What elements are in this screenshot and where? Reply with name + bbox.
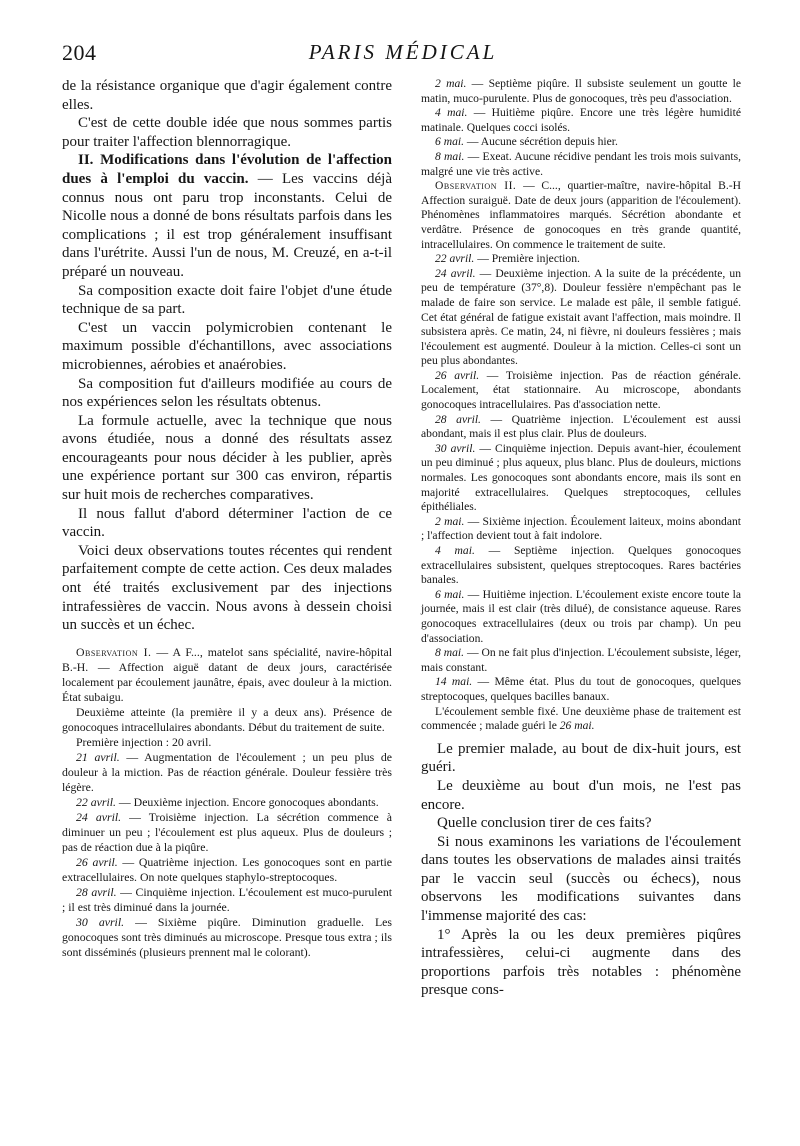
paragraph: Sa composition fut d'ailleurs modifiée au cours de nos expériences selon les résultats obtenus. bbox=[62, 375, 392, 411]
observation-entry: 24 avril. — Deuxième injection. A la suite de la précédente, un peu de température (37°,8). Douleur fessière n'empêchant pas le malade de faire son service. Le malade est pâle, il semble fatigué. Cet état général de fatigue existait avant l'affection, mais moindre. Il subsistera après. Ce matin, 24, ni fièvre, ni douleurs fessières ; mais l'écoulement est augmenté. Douleur à la miction. Celles-ci sont un peu plus abondantes. bbox=[421, 266, 741, 368]
observation-entry: 8 mai. — On ne fait plus d'injection. L'écoulement subsiste, léger, mais constant. bbox=[421, 646, 741, 674]
section-text: — Les vaccins déjà connus nous ont paru trop inconstants. Celui de Nicolle nous a donné de bons résultats parfois dans les complications ; il est trop généralement insuffisant dans l'urétrite. Aussi l'un de nous, M. Creuzé, en a-t-il préparé un nouveau. bbox=[62, 170, 393, 280]
observation-entry: 24 avril. — Troisième injection. La sécrétion commence à diminuer un peu ; l'écoulement est plus aqueux. Plus de douleurs ; pas de réaction due à la piqûre. bbox=[62, 809, 392, 854]
observation-entry: 22 avril. — Première injection. bbox=[435, 252, 580, 266]
observation-entry: 30 avril. — Cinquième injection. Depuis avant-hier, écoulement un peu diminué ; plus aqueux, plus blanc. Plus de douleurs, mictions normales. Les gonocoques sont abondants encore, mais ils sont en majorité extracellulaires. Quelques streptocoques, cellules épithéliales. bbox=[421, 441, 741, 514]
entry-date: 30 avril. bbox=[76, 914, 125, 929]
observation-entry: 28 avril. — Quatrième injection. L'écoulement est aussi abondant, mais il est plus clair. Plus de douleurs. bbox=[421, 412, 741, 441]
observation-entry: 6 mai. — Huitième injection. L'écoulement existe encore toute la journée, mais il est clair (très dilué), de consistance aqueuse. Rares gonocoques extracellulaires (deux ou trois par champ). Un peu d'association. bbox=[421, 587, 742, 645]
entry-date: 26 mai. bbox=[559, 719, 595, 733]
paragraph: C'est un vaccin polymicrobien contenant le maximum possible d'échantillons, avec associations microbiennes, aérobies et anaérobies. bbox=[62, 319, 392, 373]
section-paragraph bbox=[62, 151, 392, 281]
entry-date: 26 avril. bbox=[435, 368, 480, 382]
observation-entry: 14 mai. — Même état. Plus du tout de gonocoques, quelques streptocoques, quelques bacilles banaux. bbox=[421, 675, 742, 703]
entry-date: 21 avril. bbox=[76, 749, 120, 764]
entry-date: 30 avril. bbox=[435, 441, 476, 455]
entry-date: 4 mai. bbox=[435, 106, 468, 120]
entry-date: 8 mai. bbox=[435, 149, 465, 163]
left-column bbox=[62, 77, 392, 960]
observation-label: Observation II. bbox=[435, 179, 517, 193]
main-text-right bbox=[421, 740, 741, 1000]
observation-entry: Première injection : 20 avril. bbox=[76, 734, 212, 749]
paragraph: Quelle conclusion tirer de ces faits? bbox=[437, 815, 652, 832]
observation-entry: 2 mai. — Sixième injection. Écoulement laiteux, moins abondant ; l'affection devient tout à fait indolore. bbox=[421, 514, 741, 543]
page-number: 204 bbox=[62, 40, 97, 65]
observation-entry: 4 mai. — Septième injection. Quelques gonocoques extracellulaires subsistent, quelques streptocoques. Rares bactéries banales. bbox=[421, 544, 741, 587]
observation-entry: 2 mai. — Septième piqûre. Il subsiste seulement un goutte le matin, muco-purulente. Plus de gonocoques, très peu d'association. bbox=[421, 77, 742, 105]
main-text-left bbox=[62, 77, 392, 635]
entry-date: 22 avril. bbox=[76, 794, 116, 809]
observation-entry: 8 mai. — Exeat. Aucune récidive pendant les trois mois suivants, malgré une vie très active. bbox=[421, 149, 742, 178]
observation-entry: 26 avril. — Troisième injection. Pas de réaction générale. Localement, état stationnaire. Au microscope, abondants gonocoques intracellulaires. Pas d'association nette. bbox=[421, 368, 741, 412]
right-column bbox=[421, 77, 741, 1000]
observation-label: Observation I. bbox=[76, 644, 152, 659]
page-header bbox=[62, 40, 744, 70]
observation-2 bbox=[421, 179, 741, 734]
observation-entry: 26 avril. — Quatrième injection. Les gonocoques sont en partie extracellulaires. On note quelques staphylo-streptocoques. bbox=[62, 854, 392, 884]
entry-date: 8 mai. bbox=[435, 646, 465, 660]
entry-date: 14 mai. bbox=[435, 675, 473, 689]
observation-entry: 28 avril. — Cinquième injection. L'écoulement est muco-purulent ; il est très diminué dans la journée. bbox=[62, 884, 392, 914]
observation-entry: 21 avril. — Augmentation de l'écoulement ; un peu plus de douleur à la miction. Pas de réaction générale. Douleur fessière très légère. bbox=[62, 749, 392, 794]
entry-date: 4 mai. bbox=[435, 544, 475, 557]
paragraph: C'est de cette double idée que nous sommes partis pour traiter l'affection blennorragique. bbox=[62, 115, 392, 150]
entry-date: 24 avril. bbox=[76, 809, 122, 824]
entry-date: 26 avril. bbox=[76, 854, 118, 869]
observation-entry: Observation II. — C..., quartier-maître, navire-hôpital B.-H Affection suraiguë. Date de deux jours (apparition de l'écoulement). Phénomènes inflammatoires marqués. Sécrétion abondante et verdâtre. Présence de gonocoques en très grande quantité, intracellulaires. On commence le traitement de suite. bbox=[421, 179, 741, 251]
observation-entry: 4 mai. — Huitième piqûre. Encore une très légère humidité matinale. Quelques cocci isolés. bbox=[421, 106, 741, 134]
observation-entry: Observation I. — A F..., matelot sans spécialité, navire-hôpital B.-H. — Affection aiguë datant de deux jours, caractérisée localement par écoulement jaunâtre, épais, avec douleur à la miction. État subaigu. bbox=[62, 644, 392, 704]
paragraph: La formule actuelle, avec la technique que nous avons étudiée, nous a donné des résultats assez encourageants pour nous décider à les publier, après une expérience portant sur 300 cas environ, répartis sur huit mois de recherches comparatives. bbox=[62, 412, 392, 504]
observation-entry: L'écoulement semble fixé. Une deuxième phase de traitement est commencée ; malade guéri le 26 mai. bbox=[421, 704, 741, 733]
entry-date: 6 mai. bbox=[435, 587, 465, 601]
journal-title: PARIS MÉDICAL bbox=[308, 40, 498, 64]
paragraph: Sa composition exacte doit faire l'objet d'une étude technique de sa part. bbox=[62, 282, 392, 318]
observation-1-continued bbox=[421, 77, 741, 179]
paragraph: de la résistance organique que d'agir également contre elles. bbox=[62, 78, 392, 113]
paragraph: Le deuxième au bout d'un mois, ne l'est pas encore. bbox=[421, 777, 741, 813]
entry-date: 2 mai. bbox=[435, 77, 467, 90]
section-heading: II. Modifications dans l'évolution de l'affection dues à l'emploi du vaccin. bbox=[62, 152, 392, 187]
paragraph: Il nous fallut d'abord déterminer l'action de ce vaccin. bbox=[62, 505, 392, 541]
observation-entry: 22 avril. — Deuxième injection. Encore gonocoques abondants. bbox=[76, 794, 379, 809]
observation-entry: 30 avril. — Sixième piqûre. Diminution graduelle. Les gonocoques sont très diminués au microscope. Presque tous extra ; ils sont disséminés (plusieurs prennent mal le colorant). bbox=[62, 914, 393, 959]
entry-date: 6 mai. bbox=[435, 135, 464, 149]
entry-date: 24 avril. bbox=[435, 266, 476, 280]
paragraph: 1° Après la ou les deux premières piqûres intrafessières, celui-ci augmente dans des proportions parfois très notables : phénomène presque cons- bbox=[421, 926, 741, 999]
entry-date: 28 avril. bbox=[435, 412, 481, 426]
entry-date: 2 mai. bbox=[435, 514, 465, 528]
paragraph: Le premier malade, au bout de dix-huit jours, est guéri. bbox=[421, 740, 741, 776]
paragraph: Si nous examinons les variations de l'écoulement dans toutes les observations de malades ainsi traités par le vaccin seul (succès ou échecs), nous observons les modifications suivantes dans l'immense majorité des cas: bbox=[421, 833, 741, 925]
observation-1 bbox=[62, 645, 392, 960]
observation-entry: 6 mai. — Aucune sécrétion depuis hier. bbox=[435, 135, 618, 149]
paragraph: Voici deux observations toutes récentes qui rendent parfaitement compte de cette action. Ces deux malades ont été traités exclusivement par des injections intrafessières de vaccin. Nous avons à dessein choisi un succès et un échec. bbox=[62, 542, 392, 634]
entry-date: 28 avril. bbox=[76, 884, 117, 899]
entry-date: 22 avril. bbox=[435, 252, 475, 266]
observation-entry: Deuxième atteinte (la première il y a deux ans). Présence de gonocoques intracellulaires abondants. Début du traitement de suite. bbox=[62, 704, 392, 734]
